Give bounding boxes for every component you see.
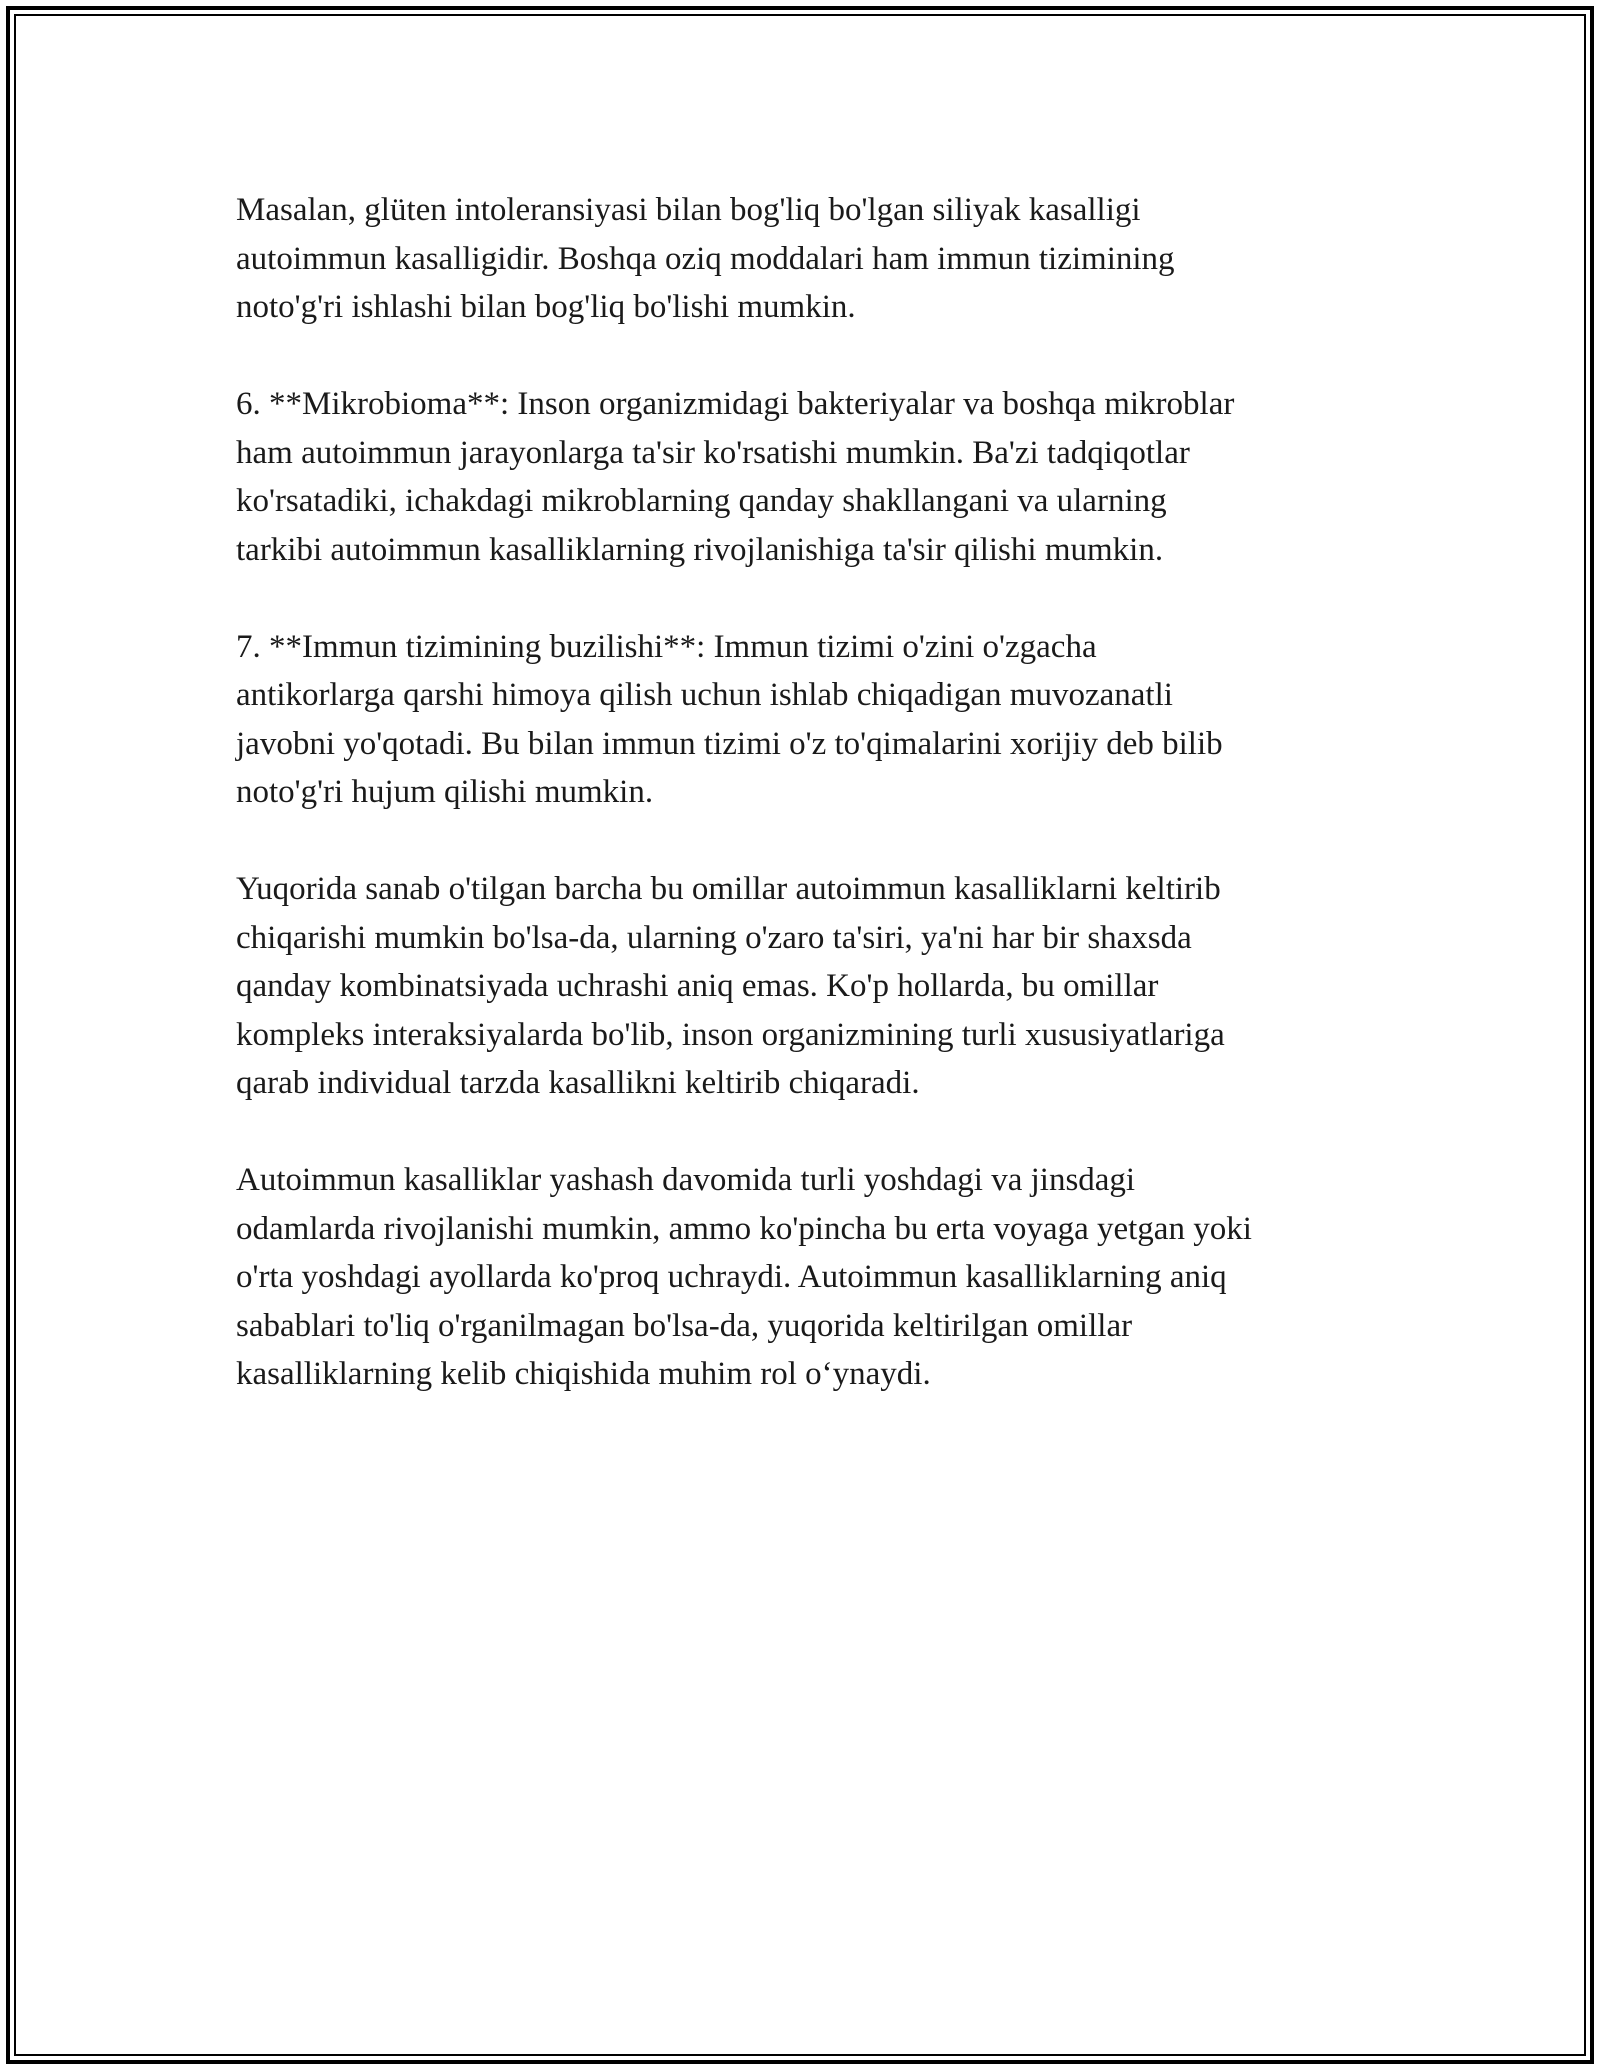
paragraph-conclusion: Autoimmun kasalliklar yashash davomida turli yoshdagi va jinsdagi odamlarda rivojlanishi mumkin, ammo ko'pincha bu erta voyaga yetgan yoki o'rta yoshdagi ayollarda ko'proq uchraydi. Autoimmun kasalliklarning aniq sabablari to'liq o'rganilmagan bo'lsa-da, yuqorida keltirilgan omillar kasalliklarning kelib chiqishida muhim rol o‘ynaydi. [236,1162,1252,1392]
paragraph-factors-summary: Yuqorida sanab o'tilgan barcha bu omillar autoimmun kasalliklarni keltirib chiqarishi mumkin bo'lsa-da, ularning o'zaro ta'siri, ya'ni har bir shaxsda qanday kombinatsiyada uchrashi aniq emas. Ko'p hollarda, bu omillar kompleks interaksiyalarda bo'lib, inson organizmining turli xususiyatlariga qarab individual tarzda kasallikni keltirib chiqaradi. [236,871,1225,1101]
document-body [236,186,1376,1447]
paragraph-gluten: Masalan, glüten intoleransiyasi bilan bog'liq bo'lgan siliyak kasalligi autoimmun kasalligidir. Boshqa oziq moddalari ham immun tizimining noto'g'ri ishlashi bilan bog'liq bo'lishi mumkin. [236,192,1175,325]
paragraph-immune-disruption: 7. **Immun tizimining buzilishi**: Immun tizimi o'zini o'zgacha antikorlarga qarshi himoya qilish uchun ishlab chiqadigan muvozanatli javobni yo'qotadi. Bu bilan immun tizimi o'z to'qimalarini xorijiy deb bilib noto'g'ri hujum qilishi mumkin. [236,628,1223,810]
paragraph-microbiome: 6. **Mikrobioma**: Inson organizmidagi bakteriyalar va boshqa mikroblar ham autoimmun jarayonlarga ta'sir ko'rsatishi mumkin. Ba'zi tadqiqotlar ko'rsatadiki, ichakdagi mikroblarning qanday shakllangani va ularning tarkibi autoimmun kasalliklarning rivojlanishiga ta'sir qilishi mumkin. [236,386,1235,568]
